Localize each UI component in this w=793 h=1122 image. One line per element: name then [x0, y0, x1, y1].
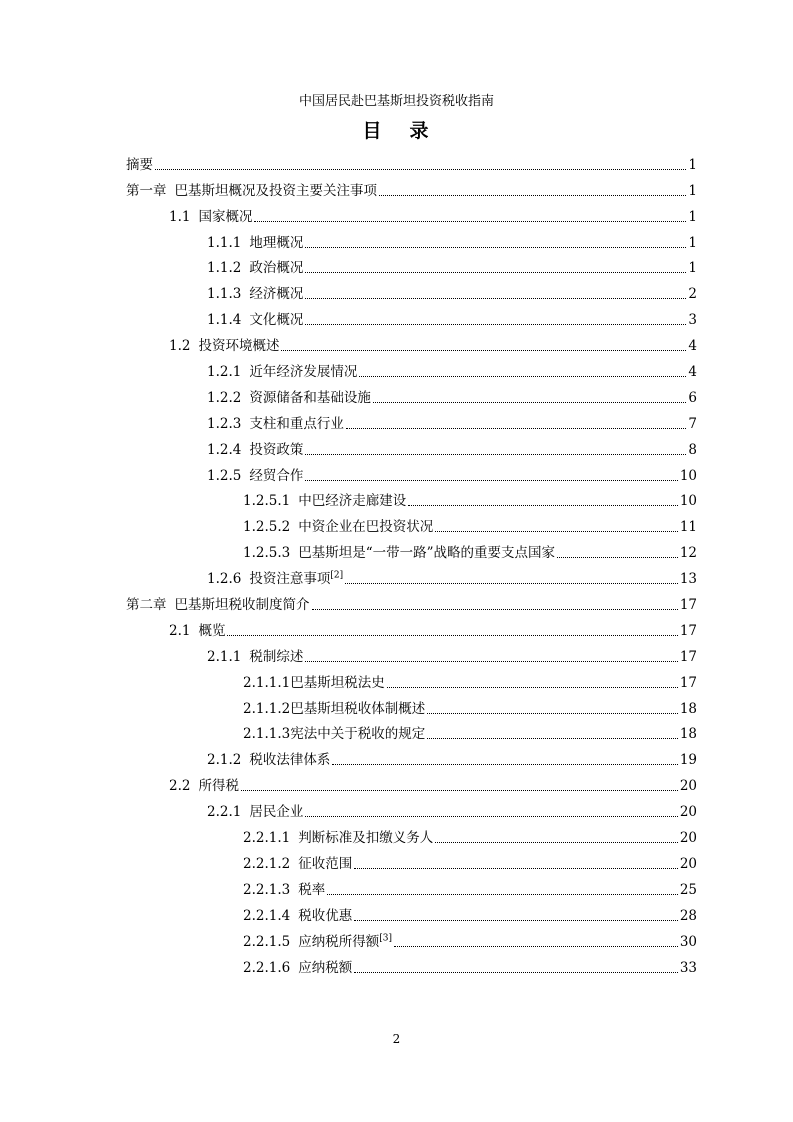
toc-entry-title-text: 政治概况	[249, 260, 304, 277]
toc-entry-number: 2.1.1	[207, 648, 242, 665]
toc-entry-title	[198, 777, 239, 795]
toc-entry[interactable]	[126, 718, 697, 744]
toc-entry-number: 1.2.5.3	[243, 545, 291, 562]
toc-entry-page: 18	[679, 700, 697, 717]
toc-entry-title-text: 投资环境概述	[198, 338, 280, 355]
toc-entry-title	[298, 492, 406, 510]
toc-entry-title-text: 宪法中关于税收的规定	[290, 726, 426, 743]
toc-entry-page: 13	[679, 571, 697, 588]
toc-entry-title	[175, 596, 310, 614]
toc-entry-page: 17	[679, 597, 697, 614]
toc-entry-title	[298, 881, 325, 899]
toc-entry[interactable]	[126, 252, 697, 278]
toc-entry-title-text: 税制综述	[249, 648, 304, 665]
toc-entry[interactable]	[126, 795, 697, 821]
toc-entry[interactable]	[126, 433, 697, 459]
toc-entry-title	[290, 700, 425, 718]
toc-entry-page: 3	[688, 312, 697, 329]
toc-entry[interactable]	[126, 407, 697, 433]
toc-entry[interactable]	[126, 640, 697, 666]
toc-entry-number: 2.1.1.3	[243, 726, 291, 743]
toc-entry-title-text: 地理概况	[249, 234, 304, 251]
toc-entry-number: 1.1	[169, 208, 191, 225]
toc-title	[0, 119, 793, 143]
toc-entry-title	[249, 803, 303, 821]
dot-leader	[241, 790, 678, 791]
toc-entry-title	[249, 259, 303, 277]
dot-leader	[327, 894, 678, 895]
toc-entry-number: 2.2.1.6	[243, 959, 291, 976]
toc-entry[interactable]	[126, 226, 697, 252]
toc-entry-title-text: 国家概况	[198, 208, 253, 225]
toc-entry[interactable]	[126, 873, 697, 899]
toc-entry-page: 17	[679, 622, 697, 639]
dot-leader	[379, 195, 686, 196]
toc-entry-page: 20	[679, 830, 697, 847]
dot-leader	[394, 946, 678, 947]
toc-entry-page: 19	[679, 752, 697, 769]
toc-entry-number: 1.2.2	[207, 389, 242, 406]
toc-entry-title	[249, 415, 344, 433]
dot-leader	[281, 350, 686, 351]
toc-entry[interactable]	[126, 200, 697, 226]
toc-entry-title	[249, 389, 371, 407]
toc-entry[interactable]	[126, 148, 697, 174]
toc-entry-page: 6	[688, 389, 697, 406]
dot-leader	[427, 738, 678, 739]
toc-entry-number: 2.2.1.1	[243, 830, 291, 847]
toc-entry-title	[290, 725, 425, 743]
toc-entry[interactable]	[126, 536, 697, 562]
toc-entry[interactable]	[126, 381, 697, 407]
toc-entry-number: 1.2.5.2	[243, 519, 291, 536]
toc-entry-number: 1.2.1	[207, 364, 242, 381]
toc-entry-page: 20	[679, 778, 697, 795]
toc-entry-title-text: 支柱和重点行业	[249, 415, 344, 432]
toc-entry-number: 1.2.4	[207, 441, 242, 458]
toc-entry-title	[290, 674, 385, 692]
toc-entry-page: 12	[679, 545, 697, 562]
dot-leader	[354, 868, 678, 869]
toc-entry[interactable]	[126, 769, 697, 795]
toc-entry[interactable]	[126, 459, 697, 485]
toc-entry-title-text: 征收范围	[298, 855, 353, 872]
dot-leader	[435, 531, 678, 532]
toc-entry[interactable]	[126, 614, 697, 640]
toc-entry-page: 33	[679, 959, 697, 976]
toc-entry-page: 30	[679, 933, 697, 950]
toc-entry-title	[298, 544, 555, 562]
citation-superscript: [3]	[379, 933, 392, 944]
toc-entry-page: 7	[688, 415, 697, 432]
toc-entry[interactable]	[126, 588, 697, 614]
toc-title-char-2: 录	[409, 120, 431, 142]
toc-entry[interactable]	[126, 510, 697, 536]
dot-leader	[227, 635, 677, 636]
toc-entry-number: 1.1.4	[207, 312, 242, 329]
toc-entry-page: 28	[679, 907, 697, 924]
toc-entry-number: 1.1.1	[207, 234, 242, 251]
citation-superscript: [2]	[330, 570, 344, 581]
toc-entry[interactable]	[126, 355, 697, 381]
toc-entry-title-text: 投资政策	[249, 441, 304, 458]
toc-entry-page: 8	[688, 441, 697, 458]
toc-entry[interactable]	[126, 821, 697, 847]
toc-entry-title-text: 巴基斯坦税法史	[290, 674, 385, 691]
toc-entry-page: 17	[679, 648, 697, 665]
dot-leader	[346, 428, 687, 429]
page-number: 2	[392, 1032, 401, 1046]
toc-entry-page: 2	[688, 286, 697, 303]
toc-entry-number: 1.2.5	[207, 467, 242, 484]
dot-leader	[305, 298, 686, 299]
toc-entry[interactable]	[126, 925, 697, 951]
toc-entry[interactable]	[126, 303, 697, 329]
toc-entry-title-text: 中巴经济走廊建设	[298, 493, 407, 510]
toc-entry-title-text: 中资企业在巴投资状况	[298, 519, 434, 536]
toc-entry-number: 第一章	[126, 182, 167, 199]
toc-entry-title	[249, 363, 357, 381]
dot-leader	[305, 816, 677, 817]
dot-leader	[387, 687, 678, 688]
toc-entry-page: 4	[688, 338, 697, 355]
toc-entry-title-text: 近年经济发展情况	[249, 364, 358, 381]
dot-leader	[254, 221, 686, 222]
toc-entry-title	[249, 234, 303, 252]
dot-leader	[305, 480, 677, 481]
toc-entry-title	[249, 751, 330, 769]
toc-entry-title	[298, 907, 352, 925]
toc-entry-number: 1.2.6	[207, 571, 242, 588]
toc-entry-title	[198, 208, 252, 226]
toc-entry[interactable]	[126, 666, 697, 692]
toc-entry-page: 18	[679, 726, 697, 743]
dot-leader	[354, 920, 678, 921]
toc-entry-page: 10	[679, 467, 697, 484]
toc-entry-page: 17	[679, 674, 697, 691]
dot-leader	[354, 972, 678, 973]
toc-entry-page: 1	[688, 156, 697, 173]
toc-entry[interactable]	[126, 562, 697, 588]
dot-leader	[305, 272, 686, 273]
toc-entry-title	[298, 829, 433, 847]
toc-entry-title	[298, 855, 352, 873]
dot-leader	[305, 661, 677, 662]
toc-entry-title-text: 经贸合作	[249, 467, 304, 484]
dot-leader	[305, 247, 686, 248]
toc-entry-title	[298, 518, 433, 536]
toc-entry-number: 2.2.1.4	[243, 907, 291, 924]
toc-entry[interactable]	[126, 743, 697, 769]
toc-entry-page: 1	[688, 182, 697, 199]
toc-entry[interactable]	[126, 847, 697, 873]
toc-entry-number: 2.1.2	[207, 752, 242, 769]
dot-leader	[373, 402, 687, 403]
toc-entry-page: 11	[679, 519, 697, 536]
toc-entry-number: 2.1.1.1	[243, 674, 291, 691]
toc-entry-number: 第二章	[126, 597, 167, 614]
table-of-contents	[126, 148, 697, 977]
dot-leader	[408, 505, 678, 506]
toc-entry-title-text: 文化概况	[249, 312, 304, 329]
toc-entry-title-text: 税率	[298, 881, 326, 898]
toc-entry[interactable]	[126, 951, 697, 977]
toc-entry-title-text: 居民企业	[249, 804, 304, 821]
toc-entry-number: 1.1.2	[207, 260, 242, 277]
toc-entry-number: 2.2.1.3	[243, 881, 291, 898]
toc-entry-page: 1	[688, 234, 697, 251]
toc-entry-page: 4	[688, 364, 697, 381]
toc-entry-page: 1	[688, 208, 697, 225]
toc-entry-title	[298, 933, 392, 951]
toc-entry-title-text: 税收法律体系	[249, 752, 331, 769]
toc-entry-number: 2.1	[169, 622, 191, 639]
toc-entry-title-text: 应纳税额	[298, 959, 353, 976]
toc-entry-page: 20	[679, 855, 697, 872]
dot-leader	[557, 557, 678, 558]
toc-entry-title-text: 巴基斯坦税收体制概述	[290, 700, 426, 717]
toc-entry-title-text: 概览	[198, 622, 226, 639]
toc-entry-title-text: 巴基斯坦是“一带一路”战略的重要支点国家	[298, 545, 556, 562]
toc-entry-title-text: 税收优惠	[298, 907, 353, 924]
toc-entry[interactable]	[126, 329, 697, 355]
toc-entry[interactable]	[126, 277, 697, 303]
toc-entry-title-text: 判断标准及扣缴义务人	[298, 830, 434, 847]
toc-entry-title	[198, 622, 225, 640]
toc-entry-page: 1	[688, 260, 697, 277]
toc-entry-title-text: 摘要	[126, 156, 153, 173]
toc-entry-title	[249, 570, 343, 588]
dot-leader	[435, 842, 678, 843]
toc-entry-number: 2.1.1.2	[243, 700, 291, 717]
toc-entry-number: 2.2.1.2	[243, 855, 291, 872]
toc-entry-title	[126, 156, 153, 174]
toc-entry-number: 1.2.5.1	[243, 493, 291, 510]
toc-entry-title	[249, 467, 303, 485]
toc-entry-title-text: 应纳税所得额	[298, 933, 380, 950]
toc-entry-number: 1.2.3	[207, 415, 242, 432]
toc-entry-title-text: 资源储备和基础设施	[249, 389, 371, 406]
toc-entry-title-text: 经济概况	[249, 286, 304, 303]
toc-entry-title-text: 所得税	[198, 778, 239, 795]
dot-leader	[155, 169, 686, 170]
toc-entry-number: 1.1.3	[207, 286, 242, 303]
toc-entry-number: 2.2.1	[207, 804, 242, 821]
toc-entry-title	[175, 182, 378, 200]
dot-leader	[427, 713, 678, 714]
dot-leader	[305, 324, 686, 325]
toc-entry-number: 2.2	[169, 778, 191, 795]
dot-leader	[345, 583, 678, 584]
toc-entry-title-text: 巴基斯坦概况及投资主要关注事项	[174, 182, 377, 199]
toc-entry-title	[249, 285, 303, 303]
dot-leader	[312, 609, 678, 610]
toc-title-char-1: 目	[362, 120, 384, 142]
toc-entry-title	[198, 337, 279, 355]
running-header: 中国居民赴巴基斯坦投资税收指南	[298, 94, 494, 109]
toc-entry-title	[249, 311, 303, 329]
toc-entry[interactable]	[126, 692, 697, 718]
toc-entry-title-text: 投资注意事项	[249, 571, 331, 588]
toc-entry[interactable]	[126, 485, 697, 511]
toc-entry-number: 2.2.1.5	[243, 933, 291, 950]
toc-entry-number: 1.2	[169, 338, 191, 355]
toc-entry[interactable]	[126, 899, 697, 925]
toc-entry-page: 25	[679, 881, 697, 898]
toc-entry-title	[249, 648, 303, 666]
toc-entry[interactable]	[126, 174, 697, 200]
toc-entry-page: 20	[679, 804, 697, 821]
dot-leader	[359, 376, 686, 377]
dot-leader	[332, 764, 677, 765]
toc-entry-title	[298, 959, 352, 977]
dot-leader	[305, 454, 686, 455]
toc-entry-title	[249, 441, 303, 459]
toc-entry-page: 10	[679, 493, 697, 510]
toc-entry-title-text: 巴基斯坦税收制度简介	[174, 597, 310, 614]
